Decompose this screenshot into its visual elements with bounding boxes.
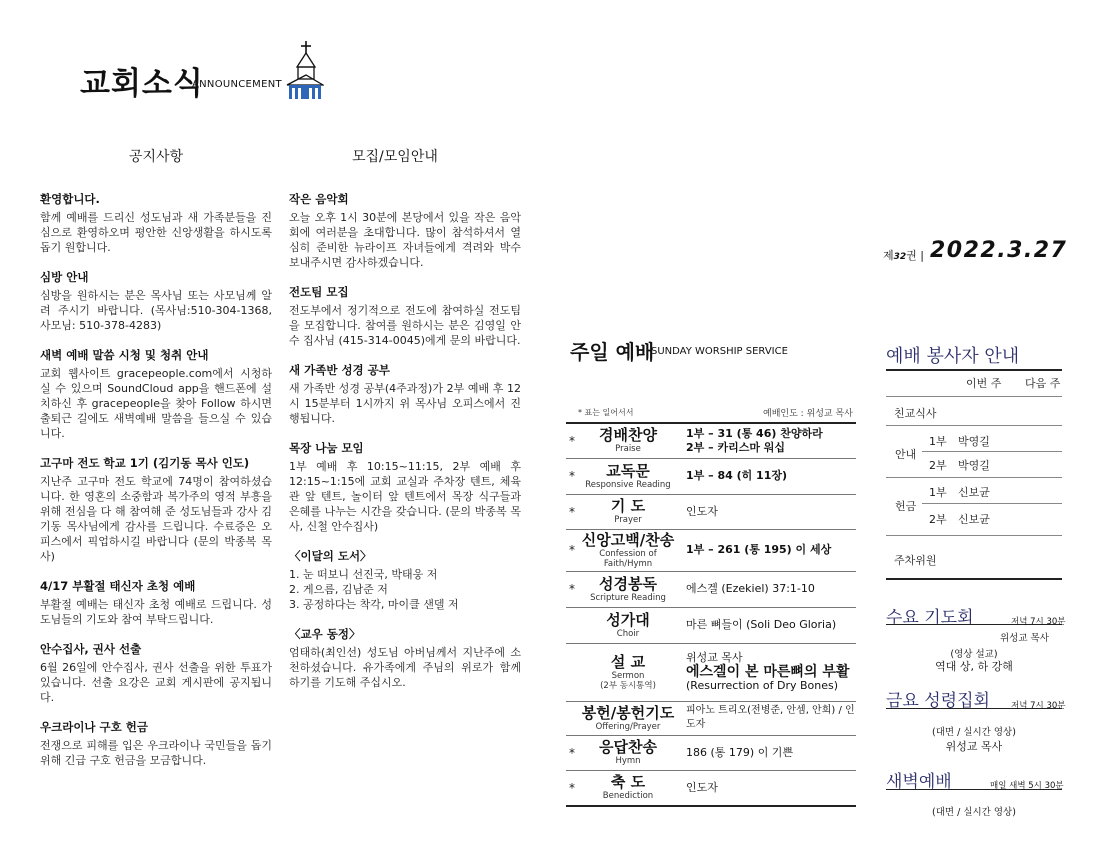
recruit-item [289, 362, 521, 426]
order-row [566, 701, 856, 735]
order-item-ko: 응답찬송 [599, 738, 657, 756]
usher-label: 안내 [895, 448, 917, 461]
page-title: 교회소식 [80, 66, 204, 102]
order-item-value [678, 529, 856, 571]
order-item-value [678, 494, 856, 529]
order-item-name [578, 735, 678, 770]
order-item-value [678, 423, 856, 458]
order-row [566, 423, 856, 458]
order-item-name [578, 529, 678, 571]
friday-format: (대면 / 실시간 영상) [932, 727, 1016, 738]
notice-item [40, 641, 272, 705]
parking-label: 주차위원 [894, 554, 937, 567]
recruit-body: 오늘 오후 1시 30분에 본당에서 있을 작은 음악회에 여러분을 초대합니다. 많이 참석하셔서 열심히 준비한 뉴라이프 자녀들에게 격려와 박수 보내주시면 감사하겠습니다. [289, 211, 521, 269]
recruit-title: 목장 나눔 모임 [289, 441, 364, 455]
order-line: 186 (통 179) 이 기쁜 [686, 745, 794, 759]
notice-title: 안수집사, 권사 선출 [40, 642, 142, 656]
issue-date: 2022.3.27 [930, 238, 1068, 263]
order-item-value [678, 643, 856, 701]
sermon-title: 에스겔이 본 마른뼈의 부활 [686, 664, 850, 680]
order-item-ko: 경배찬양 [599, 426, 657, 445]
offering-name: 신보균 [958, 513, 990, 526]
recruit-body: 새 가족반 성경 공부(4주과정)가 2부 예배 후 12시 15분부터 1시까지 위 목사님 오피스에서 진행됩니다. [289, 382, 521, 425]
recruit-body: 전도부에서 정기적으로 전도에 참여하실 전도팀을 모집합니다. 참여를 원하시는 분은 김영일 안수 집사님 (415-314-0045)에게 문의 바랍니다. [289, 304, 521, 347]
friday-time: 저녁 7시 30분 [1011, 701, 1066, 711]
row-divider [886, 425, 1062, 426]
stand-mark: * [566, 458, 578, 494]
order-item-value [678, 735, 856, 770]
offering-part: 1부 [929, 486, 947, 499]
order-row [566, 735, 856, 770]
order-item-en: Confession of Faith/Hymn [599, 548, 657, 569]
recruit-heading: 모집/모임안내 [352, 149, 438, 165]
order-item-en: Offering/Prayer [595, 721, 661, 732]
worship-order-table [566, 422, 856, 807]
order-item-name [578, 494, 678, 529]
stand-mark: * [566, 571, 578, 607]
order-item-name [578, 643, 678, 701]
order-line: 피아노 트리오(전병준, 안셈, 안희) / 인도자 [686, 705, 855, 730]
order-item-en: Praise [615, 444, 641, 455]
usher-part: 2부 [929, 459, 947, 472]
order-item-value [678, 571, 856, 607]
order-item-name [578, 571, 678, 607]
order-item-name [578, 423, 678, 458]
books-section [289, 548, 521, 612]
news-title: 〈교우 동정〉 [289, 627, 361, 641]
dawn-format: (대면 / 실시간 영상) [932, 807, 1016, 818]
worship-title: 주일 예배 [570, 340, 655, 364]
stand-mark: * [566, 529, 578, 571]
recruit-title: 새 가족반 성경 공부 [289, 363, 390, 377]
order-item-value [678, 607, 856, 643]
order-item-en: Scripture Reading [590, 592, 666, 603]
wednesday-topic: 역대 상, 하 강해 [935, 660, 1013, 673]
recruit-column [289, 191, 521, 704]
order-item-value [678, 458, 856, 494]
stand-mark: * [566, 494, 578, 529]
notice-title: 고구마 전도 학교 1기 (김기동 목사 인도) [40, 456, 250, 470]
notice-item [40, 347, 272, 441]
worship-leader: 예배인도 : 위성교 목사 [763, 409, 853, 419]
recruit-item [289, 191, 521, 270]
sermon-subtitle: (Resurrection of Dry Bones) [686, 679, 839, 692]
recruit-item [289, 440, 521, 534]
order-line: 위성교 목사 [686, 651, 743, 664]
order-item-value [678, 770, 856, 806]
notice-body: 전쟁으로 피해를 입은 우크라이나 국민들을 돕기 위해 긴급 구호 헌금을 모금합니다. [40, 739, 272, 767]
news-section [289, 626, 521, 690]
dawn-time: 매일 새벽 5시 30분 [990, 781, 1064, 791]
stand-note: * 표는 일어서서 [578, 408, 634, 417]
wednesday-title: 수요 기도회 [886, 608, 974, 628]
order-item-en: Benediction [602, 791, 654, 802]
order-item-ko: 신앙고백/찬송 [581, 530, 675, 549]
notice-item [40, 719, 272, 768]
notice-title: 환영합니다. [40, 192, 100, 206]
order-item-en: (2부 동시통역) [600, 680, 656, 691]
book-item: 1. 눈 떠보니 선진국, 박태웅 저 [289, 568, 438, 581]
notice-item [40, 455, 272, 564]
usher-name: 박영길 [958, 459, 990, 472]
order-item-en: Hymn [615, 756, 641, 766]
order-item-ko: 기 도 [610, 497, 646, 515]
notice-body: 심방을 원하시는 분은 목사님 또는 사모님께 알려 주시기 바랍니다. (목사님:510-304-1368, 사모님: 510-378-4283) [40, 289, 272, 332]
notice-body: 함께 예배를 드리신 성도님과 새 가족분들을 진심으로 환영하오며 평안한 신앙생활을 하시도록 돕기 원합니다. [40, 211, 272, 254]
notice-item [40, 191, 272, 255]
book-item: 3. 공정하다는 착각, 마이클 샌델 저 [289, 598, 459, 611]
notice-title: 심방 안내 [40, 270, 89, 284]
order-item-ko: 성경봉독 [599, 574, 657, 593]
friday-speaker: 위성교 목사 [945, 740, 1003, 753]
order-item-name [578, 607, 678, 643]
order-item-value [678, 701, 856, 735]
stand-mark: * [566, 770, 578, 806]
order-line: 인도자 [686, 504, 718, 518]
volume-prefix: 제 [883, 249, 894, 262]
notice-title: 4/17 부활절 태신자 초청 예배 [40, 579, 196, 593]
order-item-ko: 교독문 [606, 461, 650, 480]
order-item-ko: 봉헌/봉헌기도 [581, 703, 675, 722]
order-line: 1부 – 31 (통 46) 찬양하라 [686, 426, 823, 440]
order-row [566, 494, 856, 529]
volume-number: 32 [893, 252, 907, 262]
volume-suffix: 권 | [906, 249, 925, 262]
notice-title: 우크라이나 구호 헌금 [40, 720, 148, 734]
usher-name: 박영길 [958, 435, 990, 448]
order-line: 1부 – 84 (히 11장) [686, 469, 788, 482]
order-row [566, 770, 856, 806]
order-item-ko: 성가대 [606, 610, 650, 629]
stand-mark [566, 701, 578, 735]
order-line: 마른 뼈들이 (Soli Deo Gloria) [686, 618, 837, 631]
notice-body: 부활절 예배는 태신자 초청 예배로 드립니다. 성도님들의 기도와 참여 부탁드립니다. [40, 598, 272, 626]
order-row [566, 643, 856, 701]
wednesday-format: (영상 설교) [950, 649, 998, 660]
order-line: 2부 – 카리스마 워십 [686, 440, 786, 454]
news-body: 엄태하(최인선) 성도님 아버님께서 지난주에 소천하셨습니다. 유가족에게 주님의 위로가 함께 하기를 기도해 주십시오. [289, 646, 521, 689]
servants-title: 예배 봉사자 안내 [886, 346, 1020, 367]
wednesday-time: 저녁 7시 30분 [1011, 617, 1066, 627]
notices-heading: 공지사항 [129, 149, 184, 165]
dawn-title: 새벽예배 [886, 772, 952, 792]
wednesday-speaker: 위성교 목사 [1000, 633, 1049, 644]
church-icon [284, 41, 324, 103]
notice-item [40, 578, 272, 627]
volume-label [883, 247, 924, 263]
recruit-body: 1부 예배 후 10:15~11:15, 2부 예배 후 12:15~1:15에 교회 교실과 주차장 텐트, 체육관 앞 텐트, 놀이터 앞 텐트에서 목장 식구들과 은혜를 나누는 시간을 갖습니다. (문의 박종복 목사, 신철 안수집사) [289, 460, 521, 533]
notice-item [40, 269, 272, 333]
notices-column [40, 191, 272, 782]
order-row [566, 571, 856, 607]
offering-name: 신보균 [958, 486, 990, 499]
servants-top-rule [886, 369, 1062, 371]
worship-subtitle: SUNDAY WORSHIP SERVICE [651, 346, 788, 357]
books-title: 〈이달의 도서〉 [289, 549, 372, 563]
greeting-label: 친교식사 [894, 407, 937, 420]
order-item-en: Responsive Reading [585, 479, 671, 490]
stand-mark [566, 643, 578, 701]
order-row [566, 529, 856, 571]
row-divider [886, 396, 1062, 397]
order-line: 1부 – 261 (통 195) 이 세상 [686, 543, 832, 556]
servants-bottom-rule [886, 578, 1062, 580]
order-item-name [578, 701, 678, 735]
recruit-title: 전도팀 모집 [289, 285, 349, 299]
order-item-ko: 축 도 [610, 773, 646, 792]
notice-body: 교회 웹사이트 gracepeople.com에서 시청하실 수 있으며 SoundCloud app을 핸드폰에 설치하신 후 gracepeople을 찾아 Follow 하시면 출퇴근 길에도 새벽예배 말씀을 들으실 수 있습니다. [40, 367, 272, 440]
order-line: 인도자 [686, 780, 718, 794]
offering-part: 2부 [929, 513, 947, 526]
recruit-title: 작은 음악회 [289, 192, 349, 206]
order-row [566, 607, 856, 643]
stand-mark: * [566, 735, 578, 770]
recruit-item [289, 284, 521, 348]
stand-mark [566, 607, 578, 643]
usher-part: 1부 [929, 435, 947, 448]
row-divider [886, 477, 1062, 478]
offering-label: 헌금 [895, 500, 917, 513]
page-subtitle: ANNOUNCEMENT [192, 79, 282, 90]
order-item-name [578, 458, 678, 494]
notice-title: 새벽 예배 말씀 시청 및 청취 안내 [40, 348, 209, 362]
order-item-en: Choir [616, 628, 640, 639]
order-item-en: Prayer [614, 515, 642, 525]
order-item-name [578, 770, 678, 806]
order-line: 에스겔 (Ezekiel) 37:1-10 [686, 582, 815, 595]
col-next-week: 다음 주 [1025, 377, 1061, 390]
notice-body: 지난주 고구마 전도 학교에 74명이 참여하셨습니다. 한 영혼의 소중함과 복가주의 영적 부흥을 위해 전심을 다 해 참여해 준 성도님들과 강사 김기동 목사님에게 감사를 드립니다. 수료증은 오피스에서 픽업하시길 바랍니다 (문의 박종복 목사) [40, 475, 272, 563]
order-item-ko: 설 교 [610, 652, 646, 671]
notice-body: 6월 26일에 안수집사, 권사 선출을 위한 투표가 있습니다. 선출 요강은 교회 게시판에 공지됩니다. [40, 661, 272, 704]
col-this-week: 이번 주 [966, 377, 1002, 390]
row-divider [886, 535, 1062, 536]
friday-title: 금요 성령집회 [886, 691, 990, 711]
book-item: 2. 게으름, 김남준 저 [289, 583, 388, 596]
order-row [566, 458, 856, 494]
stand-mark: * [566, 423, 578, 458]
row-divider [922, 451, 1062, 452]
row-divider [922, 503, 1062, 504]
order-item-en: Sermon [611, 670, 645, 681]
